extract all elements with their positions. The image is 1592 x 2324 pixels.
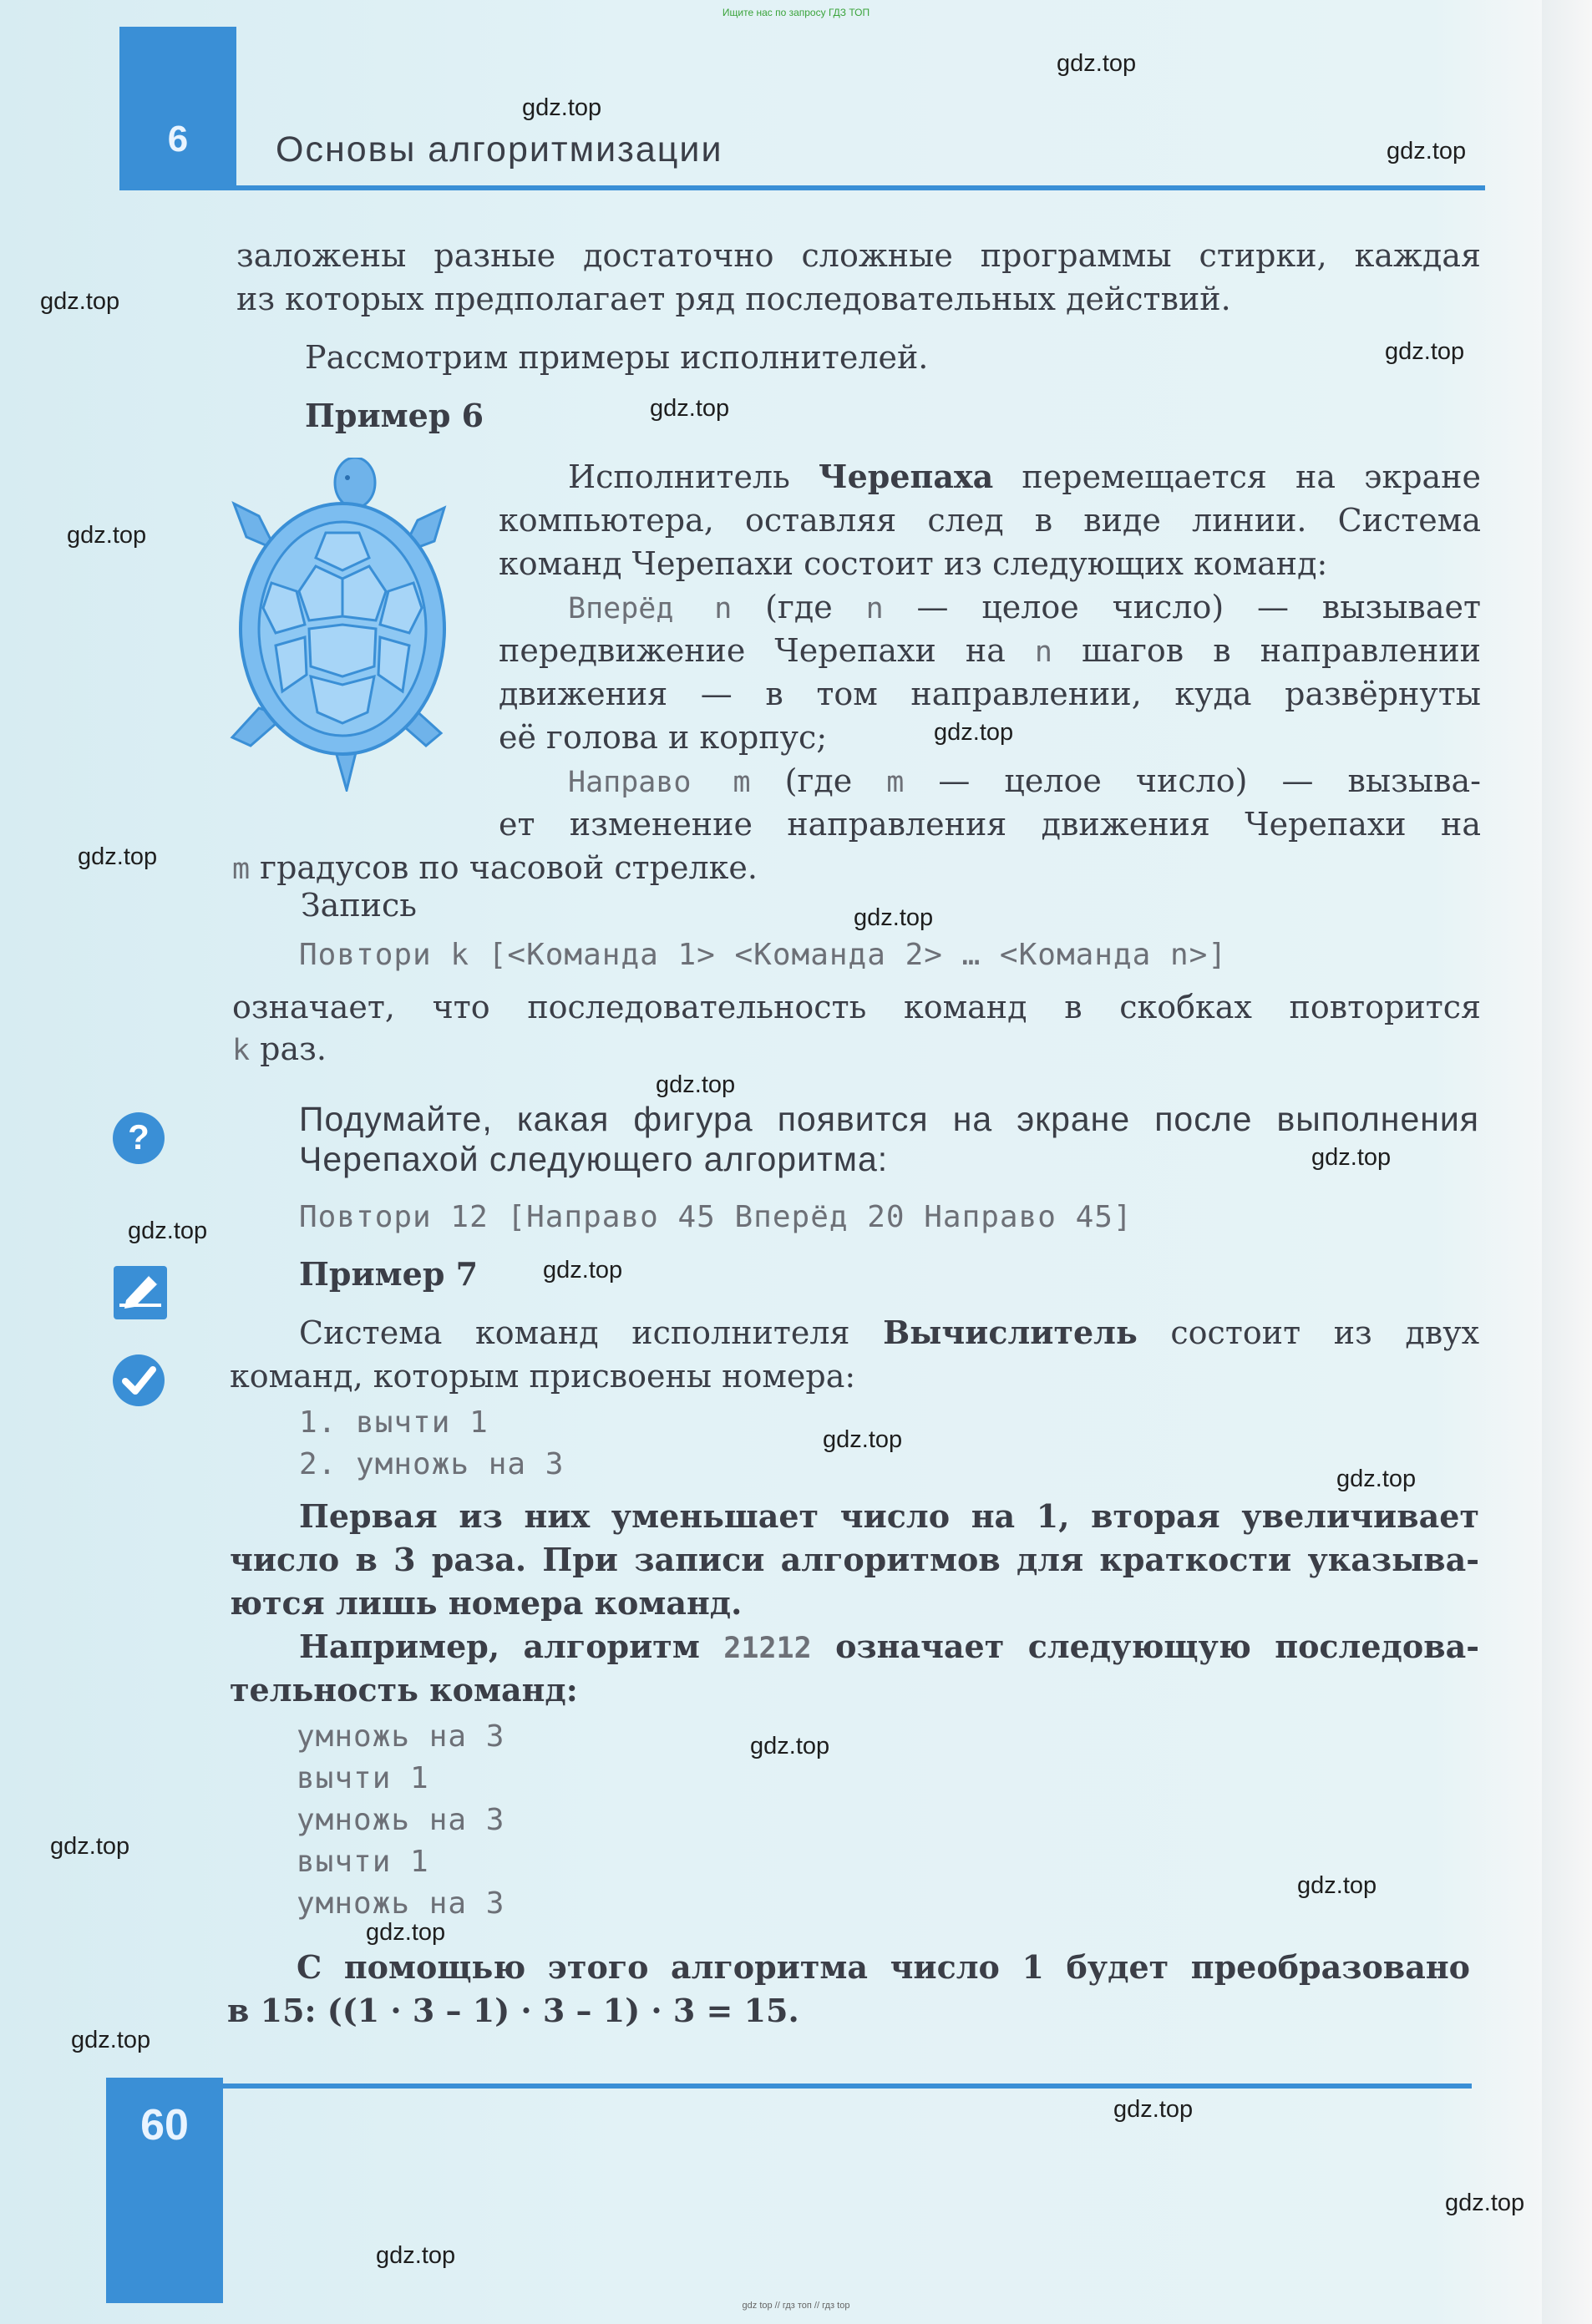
question-line: Черепахой следующего алгоритма: — [299, 1140, 889, 1178]
sequence-item: вычти 1 — [297, 1845, 429, 1879]
watermark: gdz.top — [1113, 2096, 1194, 2123]
command-1: 1. вычти 1 — [299, 1405, 489, 1440]
watermark: gdz.top — [376, 2242, 456, 2269]
sequence-item: умножь на 3 — [297, 1803, 505, 1837]
chapter-number: 6 — [167, 119, 189, 159]
example-7-line: Например, алгоритм 21212 означает следующую последова- — [299, 1628, 1479, 1665]
checkmark-icon — [111, 1353, 166, 1408]
example-6-heading: Пример 6 — [305, 397, 484, 434]
result-line: С помощью этого алгоритма число 1 будет преобразовано — [297, 1948, 1470, 1986]
watermark: gdz.top — [656, 1071, 736, 1098]
question-line: Подумайте, какая фигура появится на экране после выполнения — [299, 1100, 1479, 1138]
means-line: означает, что последовательность команд в скобках повторится — [232, 989, 1481, 1025]
bottom-link[interactable]: gdz top // гдз топ // гдз top — [742, 2301, 850, 2311]
watermark: gdz.top — [1297, 1872, 1377, 1899]
means-line: k раз. — [232, 1030, 327, 1067]
watermark: gdz.top — [1445, 2190, 1525, 2216]
example-6-line: ет изменение направления движения Черепахи на — [499, 806, 1481, 843]
watermark: gdz.top — [78, 843, 158, 870]
top-link[interactable]: Ищите нас по запросу ГДЗ ТОП — [722, 7, 870, 18]
example-7-line: число в 3 раза. При записи алгоритмов для краткости указыва- — [230, 1541, 1479, 1578]
example-7-line: Система команд исполнителя Вычислитель состоит из двух — [299, 1314, 1480, 1351]
footer-rule — [106, 2083, 1472, 2089]
watermark: gdz.top — [823, 1426, 903, 1453]
example-6-line: её голова и корпус; — [499, 719, 828, 756]
watermark: gdz.top — [854, 904, 934, 931]
sequence-item: вычти 1 — [297, 1761, 429, 1795]
sequence-item: умножь на 3 — [297, 1719, 505, 1754]
example-7-heading: Пример 7 — [299, 1255, 479, 1293]
example-6-line: движения — в том направлении, куда развёрнуты — [499, 676, 1481, 712]
watermark: gdz.top — [1057, 50, 1137, 77]
example-7-line: команд, которым присвоены номера: — [230, 1358, 856, 1395]
watermark: gdz.top — [50, 1833, 130, 1860]
watermark: gdz.top — [1387, 138, 1467, 165]
watermark: gdz.top — [650, 395, 730, 422]
turtle-illustration — [226, 458, 451, 792]
repeat-syntax: Повтори k [<Команда 1> <Команда 2> … <Команда n>] — [299, 938, 1228, 972]
watermark: gdz.top — [934, 719, 1014, 746]
page-edge — [1542, 0, 1592, 2324]
watermark: gdz.top — [71, 2027, 151, 2053]
example-6-line: m градусов по часовой стрелке. — [232, 849, 758, 886]
example-7-line: Первая из них уменьшает число на 1, вторая увеличивает — [299, 1497, 1479, 1535]
header-rule — [119, 185, 1485, 190]
chapter-tab — [119, 27, 236, 185]
command-2: 2. умножь на 3 — [299, 1447, 565, 1481]
watermark: gdz.top — [750, 1733, 830, 1759]
watermark: gdz.top — [366, 1919, 446, 1946]
watermark: gdz.top — [67, 522, 147, 549]
example-6-line: Исполнитель Черепаха перемещается на экране — [568, 458, 1481, 495]
chapter-title: Основы алгоритмизации — [276, 129, 723, 170]
watermark: gdz.top — [1336, 1466, 1417, 1492]
example-6-line: компьютера, оставляя след в виде линии. Система — [499, 502, 1481, 539]
watermark: gdz.top — [40, 288, 120, 315]
watermark: gdz.top — [522, 94, 602, 121]
example-7-line: ются лишь номера команд. — [230, 1584, 743, 1622]
watermark: gdz.top — [1311, 1144, 1392, 1171]
watermark: gdz.top — [128, 1218, 208, 1244]
result-line: в 15: ((1 · 3 – 1) · 3 – 1) · 3 = 15. — [227, 1992, 799, 2029]
algorithm-code: Повтори 12 [Направо 45 Вперёд 20 Направо 45] — [299, 1200, 1133, 1234]
intro-line: заложены разные достаточно сложные программы стирки, каждая — [236, 237, 1481, 274]
pencil-icon — [113, 1265, 168, 1320]
intro-line: из которых предполагает ряд последовательных действий. — [236, 281, 1231, 317]
command-forward-line: Вперёд n (где n — целое число) — вызывает — [568, 589, 1481, 625]
example-6-line: передвижение Черепахи на n шагов в направлении — [499, 632, 1482, 669]
watermark: gdz.top — [1385, 338, 1465, 365]
question-icon — [111, 1111, 166, 1166]
watermark: gdz.top — [543, 1257, 623, 1284]
sequence-item: умножь на 3 — [297, 1886, 505, 1921]
consider-line: Рассмотрим примеры исполнителей. — [305, 339, 929, 376]
page-number: 60 — [140, 2101, 189, 2149]
example-7-line: тельность команд: — [230, 1671, 578, 1709]
record-label: Запись — [301, 887, 417, 924]
command-right-line: Направо m (где m — целое число) — вызыва- — [568, 762, 1481, 799]
svg-text:?: ? — [128, 1117, 150, 1157]
example-6-line: команд Черепахи состоит из следующих команд: — [499, 545, 1328, 582]
